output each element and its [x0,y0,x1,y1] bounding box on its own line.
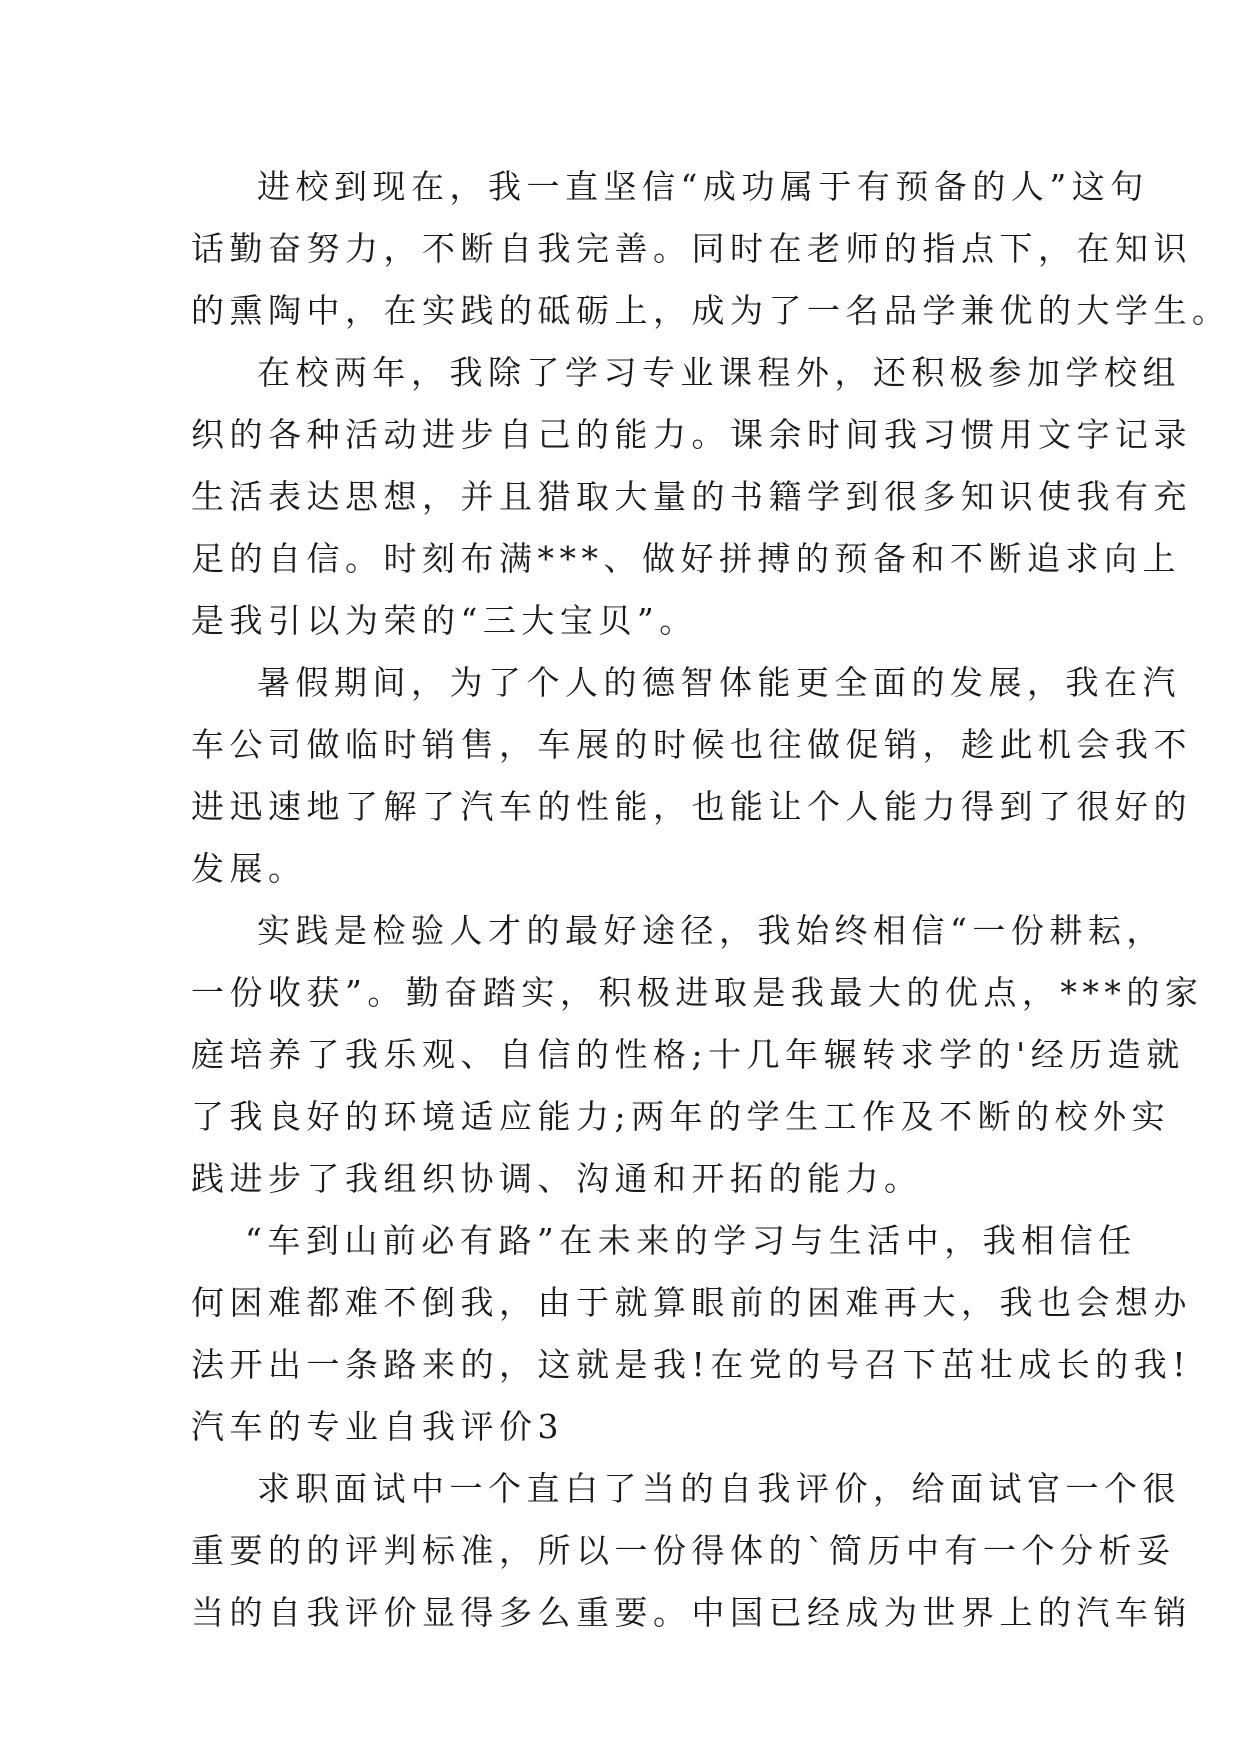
paragraph-line: 庭培养了我乐观、自信的性格;十几年辗转求学的'经历造就 [191,1035,1185,1074]
paragraph-line: 践进步了我组织协调、沟通和开拓的能力。 [191,1159,923,1198]
paragraph-line: 何困难都难不倒我，由于就算眼前的困难再大，我也会想办 [191,1283,1192,1322]
paragraph-line: 足的自信。时刻布满***、做好拼搏的预备和不断追求向上 [191,539,1181,578]
paragraph-line: 当的自我评价显得多么重要。中国已经成为世界上的汽车销 [191,1593,1192,1632]
paragraph-line: 暑假期间，为了个人的德智体能更全面的发展，我在汽 [257,663,1181,702]
paragraph-line: “车到山前必有路”在未来的学习与生活中，我相信任 [245,1221,1137,1260]
paragraph-line: 进迅速地了解了汽车的性能，也能让个人能力得到了很好的 [191,787,1192,826]
paragraph-line: 是我引以为荣的“三大宝贝”。 [191,601,698,640]
paragraph-line: 法开出一条路来的，这就是我!在党的号召下茁壮成长的我! [191,1345,1192,1384]
paragraph-line: 织的各种活动进步自己的能力。课余时间我习惯用文字记录 [191,415,1192,454]
paragraph-line: 求职面试中一个直白了当的自我评价，给面试官一个很 [257,1469,1181,1508]
paragraph-line: 话勤奋努力，不断自我完善。同时在老师的指点下，在知识 [191,229,1192,268]
paragraph-line: 在校两年，我除了学习专业课程外，还积极参加学校组 [257,353,1181,392]
paragraph-line: 实践是检验人才的最好途径，我始终相信“一份耕耘， [257,911,1165,950]
paragraph-line: 发展。 [191,849,307,888]
paragraph-line: 一份收获”。勤奋踏实，积极进取是我最大的优点，***的家 [191,973,1204,1012]
paragraph-line: 车公司做临时销售，车展的时候也往做促销，趁此机会我不 [191,725,1192,764]
section-heading: 汽车的专业自我评价3 [191,1407,564,1446]
document-body [191,156,1231,1644]
paragraph-line: 进校到现在，我一直坚信“成功属于有预备的人”这句 [257,167,1149,206]
paragraph-line: 重要的的评判标准，所以一份得体的`简历中有一个分析妥 [191,1531,1176,1570]
paragraph-line: 的熏陶中，在实践的砥砺上，成为了一名品学兼优的大学生。 [191,291,1231,330]
paragraph-line: 生活表达思想，并且猎取大量的书籍学到很多知识使我有充 [191,477,1192,516]
paragraph-line: 了我良好的环境适应能力;两年的学生工作及不断的校外实 [191,1097,1171,1136]
